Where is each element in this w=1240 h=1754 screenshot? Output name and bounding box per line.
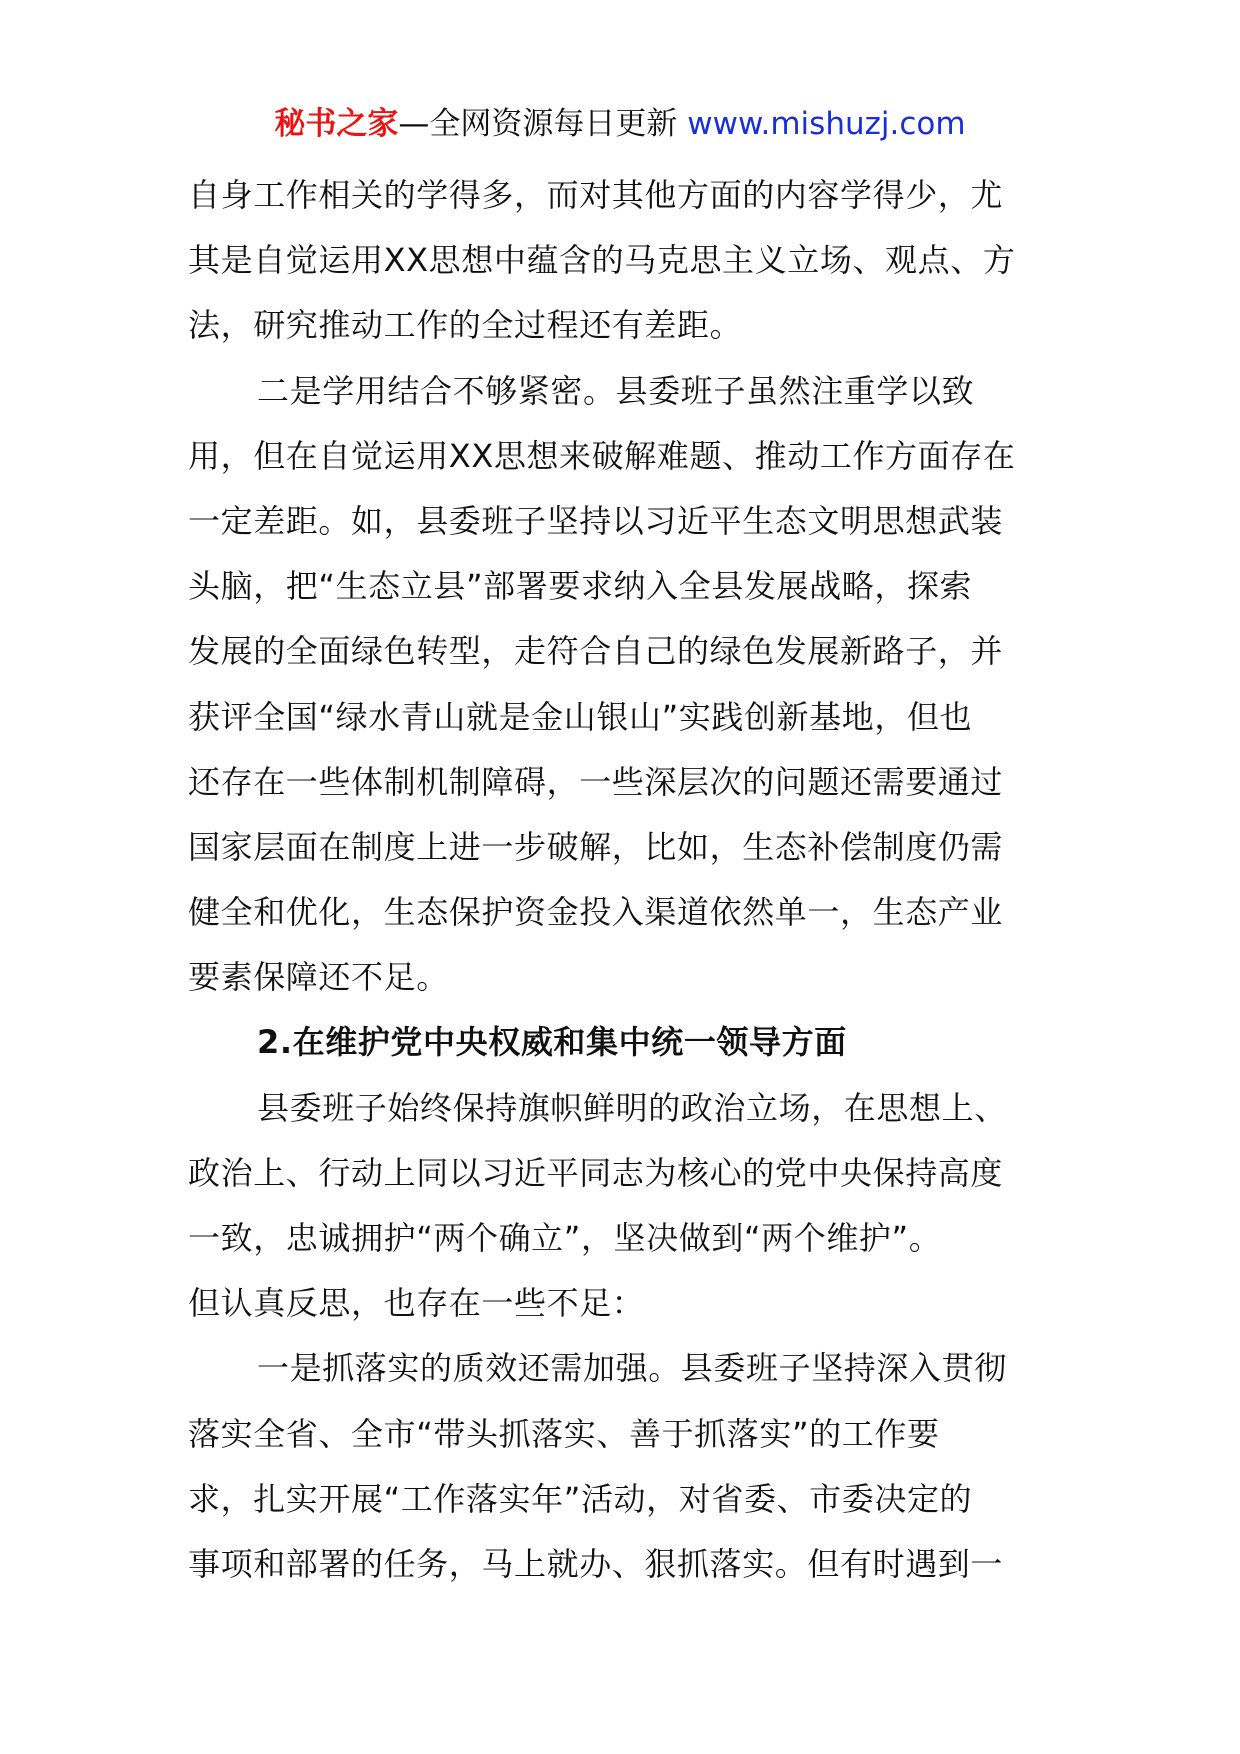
text-line: 一定差距。如，县委班子坚持以习近平生态文明思想武装: [188, 501, 1004, 540]
text-line: 健全和优化，生态保护资金投入渠道依然单一，生态产业: [188, 893, 1004, 932]
text-line: 获评全国“绿水青山就是金山银山”实践创新基地，但也: [188, 697, 973, 736]
section-heading: 2.在维护党中央权威和集中统一领导方面: [257, 1023, 847, 1062]
text-line: 求，扎实开展“工作落实年”活动，对省委、市委决定的: [188, 1479, 973, 1518]
text-line: 事项和部署的任务，马上就办、狠抓落实。但有时遇到一: [188, 1544, 1004, 1583]
paragraph-start: 县委班子始终保持旗帜鲜明的政治立场，在思想上、: [257, 1088, 1007, 1127]
paragraph-start: 一是抓落实的质效还需加强。县委班子坚持深入贯彻: [257, 1349, 1007, 1388]
text-line: 一致，忠诚拥护“两个确立”，坚决做到“两个维护”。: [188, 1219, 942, 1257]
paragraph-start: 二是学用结合不够紧密。县委班子虽然注重学以致: [257, 371, 975, 410]
text-line: 政治上、行动上同以习近平同志为核心的党中央保持高度: [188, 1153, 1004, 1192]
text-line: 用，但在自觉运用XX思想来破解难题、推动工作方面存在: [188, 436, 1016, 475]
site-header: [0, 102, 1240, 146]
text-line: 落实全省、全市“带头抓落实、善于抓落实”的工作要: [188, 1414, 940, 1453]
text-line: 其是自觉运用XX思想中蕴含的马克思主义立场、观点、方: [188, 241, 1016, 280]
document-body: [188, 163, 1068, 1597]
site-brand: 秘书之家: [274, 106, 399, 142]
text-line: 自身工作相关的学得多，而对其他方面的内容学得少，尤: [188, 176, 1004, 214]
text-line: 要素保障还不足。: [188, 958, 449, 997]
text-line: 但认真反思，也存在一些不足：: [188, 1284, 645, 1323]
text-line: 国家层面在制度上进一步破解，比如，生态补偿制度仍需: [188, 827, 1004, 866]
text-line: 发展的全面绿色转型，走符合自己的绿色发展新路子，并: [188, 632, 1004, 671]
text-line: 还存在一些体制机制障碍，一些深层次的问题还需要通过: [188, 762, 1004, 801]
text-line: 头脑，把“生态立县”部署要求纳入全县发展战略，探索: [188, 567, 973, 606]
site-url-link[interactable]: www.mishuzj.com: [687, 106, 966, 142]
text-line: 法，研究推动工作的全过程还有差距。: [188, 306, 743, 345]
site-tagline: —全网资源每日更新: [398, 106, 678, 142]
